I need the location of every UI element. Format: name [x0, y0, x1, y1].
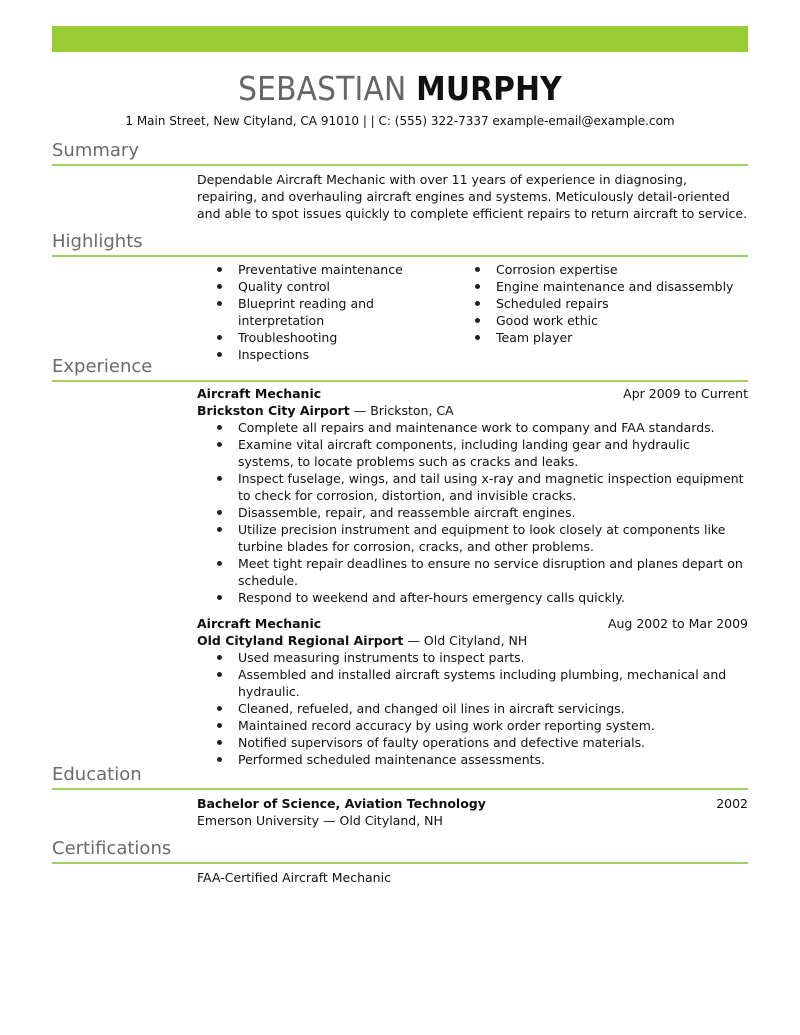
dash-separator: — — [407, 633, 420, 648]
highlight-item: Troubleshooting — [197, 329, 455, 346]
job-bullet: Used measuring instruments to inspect parts. — [197, 649, 748, 666]
degree-separator: , — [335, 796, 341, 811]
dash-separator: — — [323, 813, 336, 828]
job-bullet: Complete all repairs and maintenance work to company and FAA standards. — [197, 419, 748, 436]
highlight-item: Quality control — [197, 278, 455, 295]
job-bullets — [197, 649, 748, 768]
highlight-item: Scheduled repairs — [455, 295, 733, 312]
job-dates: Apr 2009 to Current — [623, 386, 748, 401]
last-name: MURPHY — [416, 69, 562, 108]
job-bullet: Utilize precision instrument and equipment to look closely at components like turbine blades for corrosion, cracks, and other problems. — [197, 521, 748, 555]
job-entry — [197, 606, 748, 768]
job-entry — [197, 382, 748, 606]
accent-top-bar — [52, 26, 748, 52]
section-summary — [52, 140, 748, 222]
summary-text: Dependable Aircraft Mechanic with over 11 years of experience in diagnosing, repairing, and overhauling aircraft engines and systems. Meticulously detail-oriented and able to spot issues quickly to complete efficient repairs to return aircraft to service. — [197, 172, 748, 221]
school-location: Old Cityland, NH — [339, 813, 443, 828]
job-bullet: Respond to weekend and after-hours emergency calls quickly. — [197, 589, 748, 606]
highlight-item: Engine maintenance and disassembly — [455, 278, 733, 295]
section-title-experience: Experience — [52, 356, 748, 382]
job-bullet: Examine vital aircraft components, including landing gear and hydraulic systems, to locate problems such as cracks and leaks. — [197, 436, 748, 470]
highlight-item: Corrosion expertise — [455, 261, 733, 278]
job-bullet: Cleaned, refueled, and changed oil lines in aircraft servicings. — [197, 700, 748, 717]
job-bullet: Performed scheduled maintenance assessments. — [197, 751, 748, 768]
job-company: Old Cityland Regional Airport — [197, 633, 404, 648]
section-education — [52, 764, 748, 829]
contact-line: 1 Main Street, New Cityland, CA 91010 | | C: (555) 322-7337 example-email@example.com — [125, 114, 675, 128]
section-title-certifications: Certifications — [52, 838, 748, 864]
highlights-list — [197, 257, 748, 363]
highlights-column-right — [455, 261, 733, 363]
section-title-summary: Summary — [52, 140, 748, 166]
highlight-item: Blueprint reading and interpretation — [197, 295, 455, 329]
job-bullet: Notified supervisors of faulty operations and defective materials. — [197, 734, 748, 751]
job-bullet: Assembled and installed aircraft systems including plumbing, mechanical and hydraulic. — [197, 666, 748, 700]
job-title: Aircraft Mechanic — [197, 386, 322, 401]
graduation-year: 2002 — [716, 796, 748, 811]
section-experience — [52, 356, 748, 768]
job-company: Brickston City Airport — [197, 403, 350, 418]
highlights-column-left — [197, 261, 455, 363]
field-of-study: Aviation Technology — [344, 796, 486, 811]
highlight-item: Team player — [455, 329, 733, 346]
job-bullet: Disassemble, repair, and reassemble aircraft engines. — [197, 504, 748, 521]
job-title: Aircraft Mechanic — [197, 616, 322, 631]
highlight-item: Preventative maintenance — [197, 261, 455, 278]
certification-item: FAA-Certified Aircraft Mechanic — [197, 870, 391, 885]
job-dates: Aug 2002 to Mar 2009 — [607, 616, 748, 631]
education-entry — [197, 790, 748, 829]
job-bullet: Maintained record accuracy by using work order reporting system. — [197, 717, 748, 734]
job-location: Brickston, CA — [370, 403, 454, 418]
highlight-item: Good work ethic — [455, 312, 733, 329]
section-title-highlights: Highlights — [52, 231, 748, 257]
dash-separator: — — [353, 403, 367, 418]
certifications-list — [197, 864, 748, 886]
school-name: Emerson University — [197, 813, 320, 828]
section-highlights — [52, 231, 748, 363]
highlight-item: Inspections — [197, 346, 455, 363]
job-location: Old Cityland, NH — [423, 633, 528, 648]
section-title-education: Education — [52, 764, 748, 790]
job-bullets — [197, 419, 748, 606]
degree-line — [197, 795, 486, 812]
experience-content — [197, 382, 748, 768]
candidate-name — [0, 67, 800, 111]
job-bullet: Meet tight repair deadlines to ensure no service disruption and planes depart on schedule. — [197, 555, 748, 589]
first-name: SEBASTIAN — [238, 69, 407, 108]
section-certifications — [52, 838, 748, 886]
job-bullet: Inspect fuselage, wings, and tail using x-ray and magnetic inspection equipment to check for corrosion, distortion, and invisible cracks. — [197, 470, 748, 504]
degree: Bachelor of Science — [197, 796, 336, 811]
